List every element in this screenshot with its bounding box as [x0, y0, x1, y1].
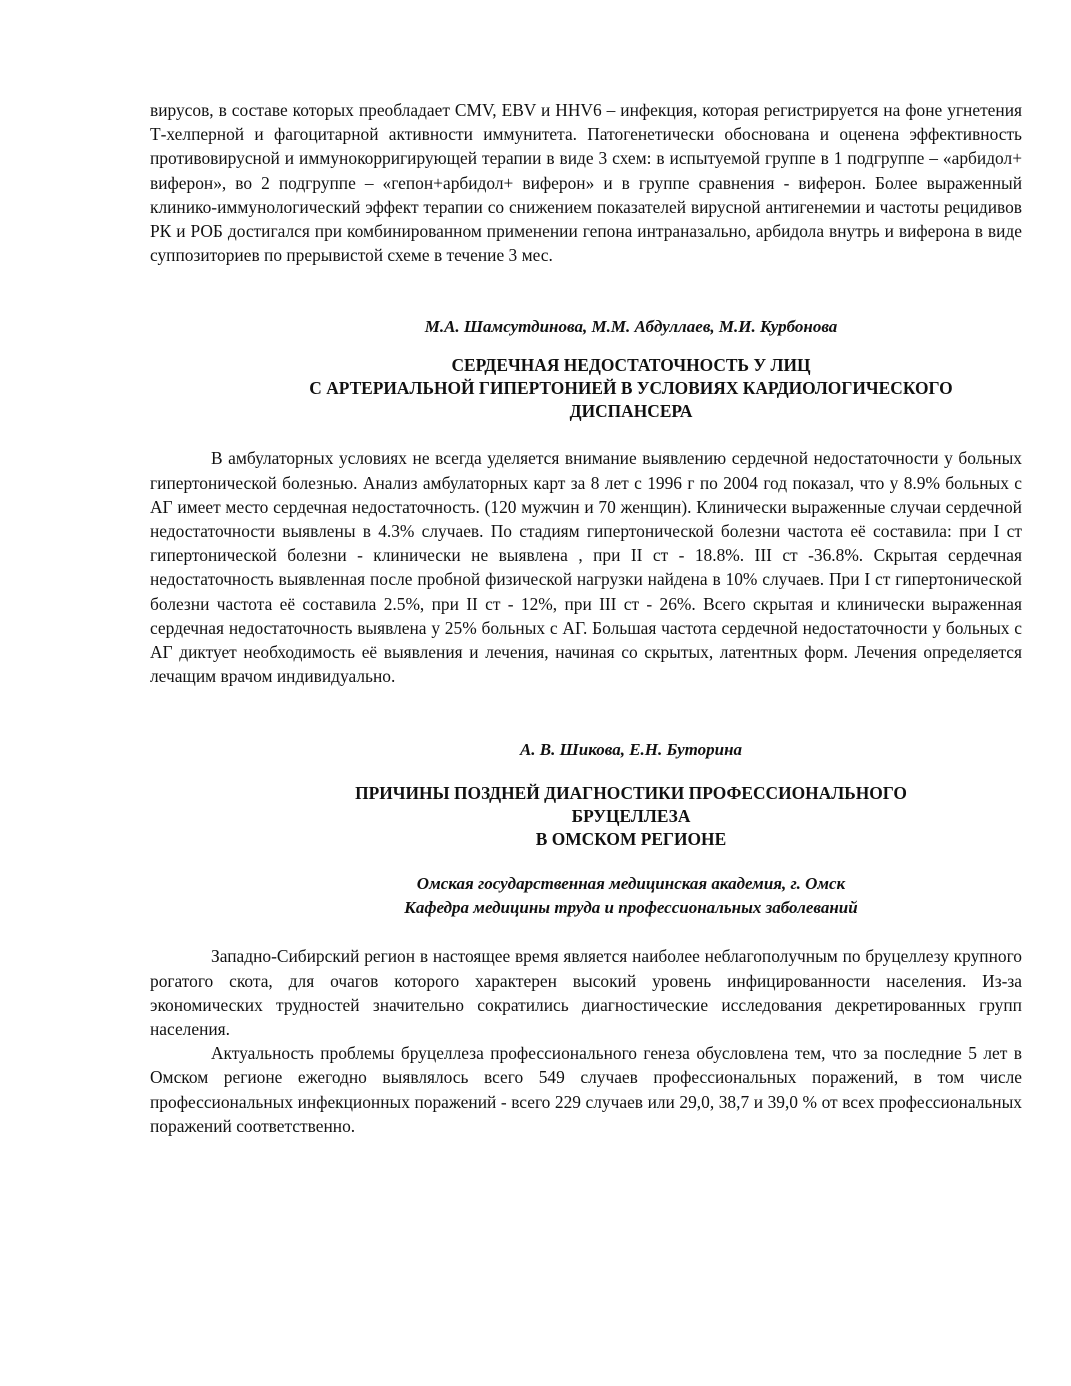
- article-2-authors: А. В. Шикова, Е.Н. Буторина: [519, 740, 743, 760]
- article-2-body: [150, 944, 1022, 1138]
- article-2-title: ПРИЧИНЫ ПОЗДНЕЙ ДИАГНОСТИКИ ПРОФЕССИОНАЛЬНОГО БРУЦЕЛЛЕЗА В ОМСКОМ РЕГИОНЕ: [355, 783, 907, 850]
- article-1-authors: М.А. Шамсутдинова, М.М. Абдуллаев, М.И. Курбонова: [424, 317, 838, 337]
- affiliation-department: Кафедра медицины труда и профессиональных заболеваний: [404, 898, 858, 918]
- article-2-paragraph: Западно-Сибирский регион в настоящее время является наиболее неблагополучным по бруцеллезу крупного рогатого скота, для очагов которого характерен высокий уровень инфицированности населения. Из-за экономических трудностей значительно сократились диагностические исследования декретированных групп населения.: [150, 946, 1022, 1040]
- affiliation-institution: Омская государственная медицинская академия, г. Омск: [416, 874, 846, 894]
- document-page: [150, 98, 1022, 1138]
- continuation-paragraph: вирусов, в составе которых преобладает CMV, EBV и HHV6 – инфекция, которая регистрируется на фоне угнетения Т-хелперной и фагоцитарной активности иммунитета. Патогенетически обоснована и оценена эффективность противовирусной и иммунокорригирующей терапии в виде 3 схем: в испытуемой группе в 1 подгруппе – «арбидол+ виферон», во 2 подгруппе – «гепон+арбидол+ виферон» и в группе сравнения - виферон. Более выраженный клинико-иммунологический эффект терапии со снижением показателей вирусной антигенемии и частоты рецидивов РК и РОБ достигался при комбинированном применении гепона интраназально, арбидола внутрь и виферона в виде суппозиториев по прерывистой схеме в течение 3 мес.: [150, 100, 1022, 266]
- article-2-affiliation: [150, 872, 1022, 920]
- article-1-body: В амбулаторных условиях не всегда уделяется внимание выявлению сердечной недостаточности у больных гипертонической болезнью. Анализ амбулаторных карт за 8 лет с 1996 г по 2004 год показал, что у 8.9% больных с АГ имеет место сердечная недостаточность. (120 мужчин и 70 женщин). Клинически выраженные случаи сердечной недостаточности выявлены в 4.3% случаев. По стадиям гипертонической болезни частота её составила: при I ст гипертонической болезни - клинически не выявлена , при II ст - 18.8%. III ст -36.8%. Скрытая сердечная недостаточность выявленная после пробной физической нагрузки найдена в 10% случаев. При I ст гипертонической болезни частота её составила 2.5%, при II ст - 12%, при III ст - 26%. Всего скрытая и клинически выраженная сердечная недостаточность выявлена у 25% больных с АГ. Большая частота сердечной недостаточности у больных с АГ диктует необходимость её выявления и лечения, начиная со скрытых, латентных форм. Лечения определяется лечащим врачом индивидуально.: [150, 448, 1022, 687]
- article-2-paragraph: Актуальность проблемы бруцеллеза профессионального генеза обусловлена тем, что за последние 5 лет в Омском регионе ежегодно выявлялось всего 549 случаев профессиональных поражений, в том числе профессиональных инфекционных поражений - всего 229 случаев или 29,0, 38,7 и 39,0 % от всех профессиональных поражений соответственно.: [150, 1043, 1022, 1136]
- article-1-title: СЕРДЕЧНАЯ НЕДОСТАТОЧНОСТЬ У ЛИЦ С АРТЕРИАЛЬНОЙ ГИПЕРТОНИЕЙ В УСЛОВИЯХ КАРДИОЛОГИЧЕСКОГО ДИСПАНСЕРА: [309, 355, 953, 422]
